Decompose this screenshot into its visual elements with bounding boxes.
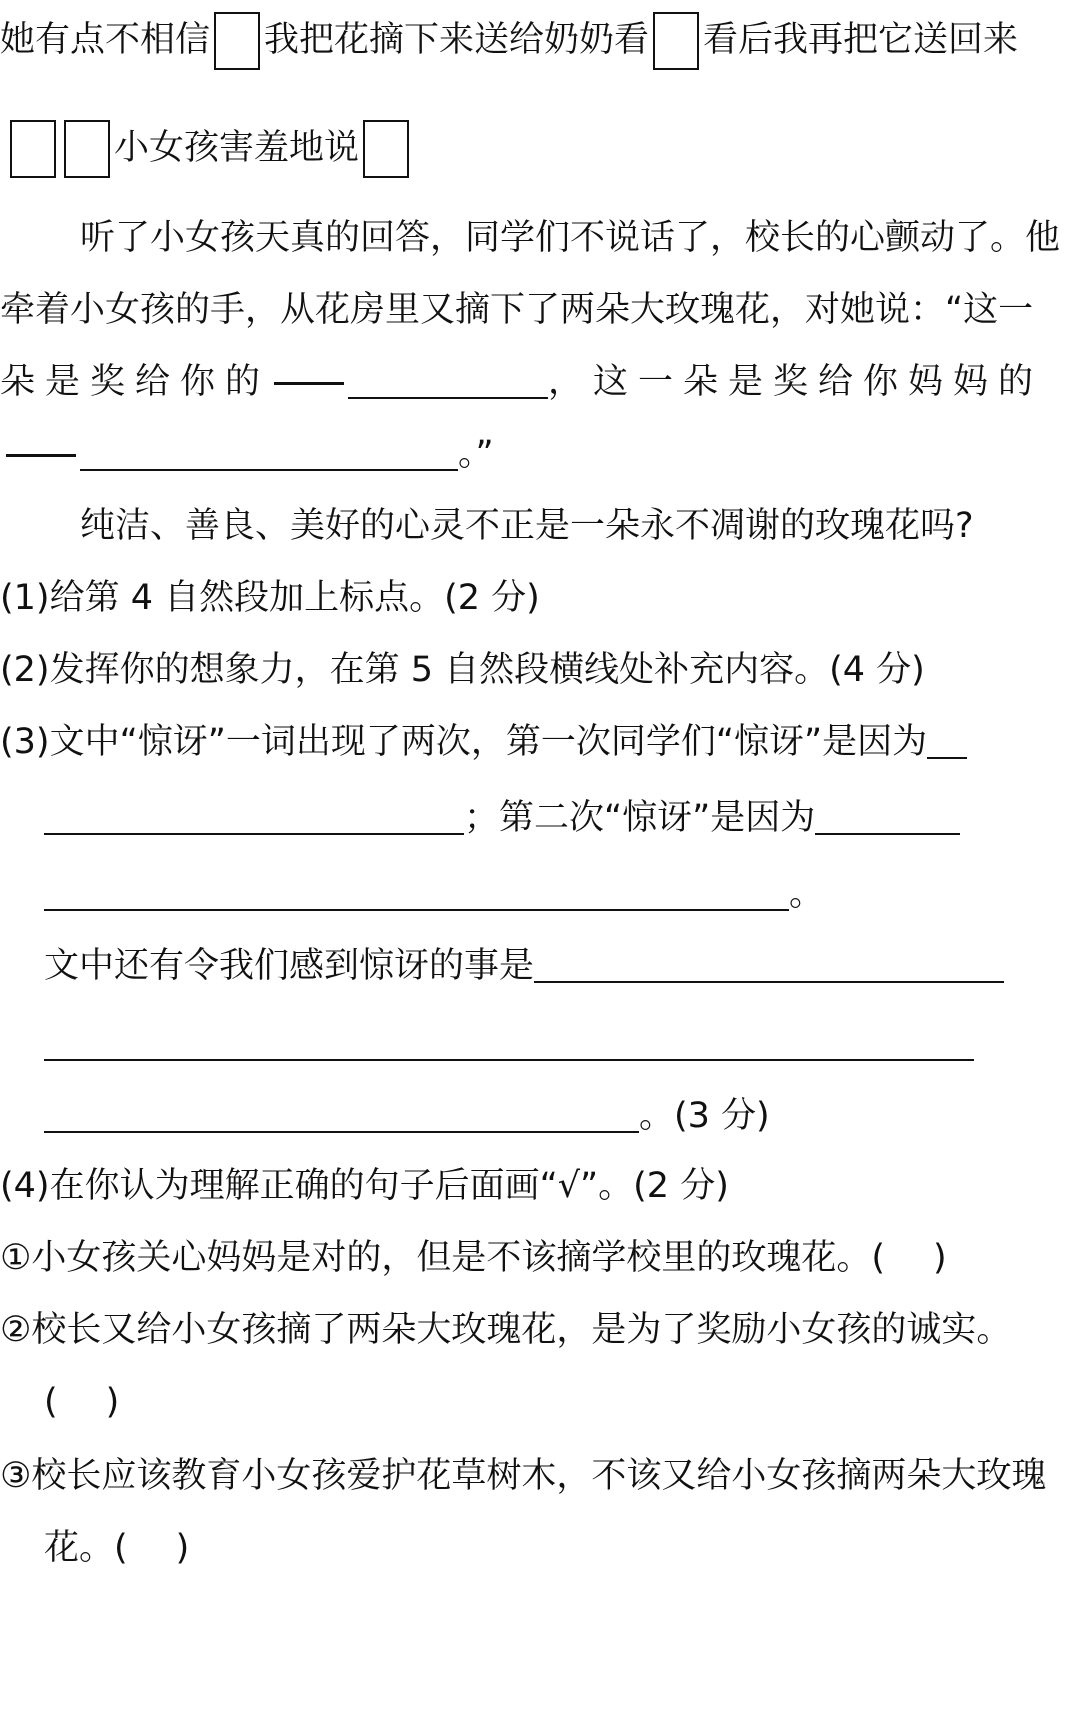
answer-blank-5[interactable] [815,803,960,835]
punctuation-box-2[interactable] [653,12,699,70]
option-1 [0,1228,1080,1288]
para6-line: 纯洁、善良、美好的心灵不正是一朵永不凋谢的玫瑰花吗? [80,506,974,546]
option-1-text: ①小女孩关心妈妈是对的，但是不该摘学校里的玫瑰花。( [0,1238,886,1278]
option-3-cont-text: 花。( [44,1528,128,1568]
question-3-line3 [44,864,1080,924]
em-dash-2 [6,454,76,457]
answer-blank-1[interactable] [348,367,548,399]
q3-text-d: 文中还有令我们感到惊讶的事是 [44,946,535,986]
para4-text-2: 我把花摘下来送给奶奶看 [264,20,650,60]
answer-blank-4[interactable] [44,803,464,835]
question-3-line5 [44,1014,1080,1074]
question-3-line2 [44,788,1080,848]
punctuation-box-5[interactable] [363,120,409,178]
q3-text-c-end: 。 [789,874,825,914]
question-3-line1 [0,712,1080,772]
punctuation-box-3[interactable] [10,120,56,178]
para4-line1 [0,10,1080,70]
answer-blank-3[interactable] [927,727,967,759]
answer-blank-8[interactable] [44,1029,974,1061]
option-2-open-paren: ( [44,1382,58,1422]
answer-blank-9[interactable] [44,1101,639,1133]
para5-line1: 听了小女孩天真的回答，同学们不说话了，校长的心颤动了。他 [80,218,1061,258]
option-2-close-paren: ) [105,1382,120,1422]
para5-line3 [0,352,1080,412]
q3-text-f-end: 。(3 分) [639,1096,770,1136]
q3-text-a: (3)文中“惊讶”一词出现了两次，第一次同学们“惊讶”是因为 [0,722,928,762]
answer-blank-7[interactable] [534,951,1004,983]
para4-text-3: 看后我再把它送回来 [703,20,1019,60]
para5-text-a: 朵是奖给你的 [0,362,271,402]
option-3-close-paren: ) [175,1528,190,1568]
para5-line4 [0,424,1080,484]
em-dash-1 [274,382,344,385]
para4-text-4: 小女孩害羞地说 [114,128,360,168]
para4-text-1: 她有点不相信 [0,20,211,60]
para5-text-b: ，这一朵是奖给你妈妈的 [548,362,1044,402]
option-3-cont [44,1518,1080,1578]
question-2: (2)发挥你的想象力，在第 5 自然段横线处补充内容。(4 分) [0,650,925,690]
para5-line2: 牵着小女孩的手，从花房里又摘下了两朵大玫瑰花，对她说：“这一 [0,290,1034,330]
option-3: ③校长应该教育小女孩爱护花草树木，不该又给小女孩摘两朵大玫瑰 [0,1456,1047,1496]
para4-line2 [0,118,1080,178]
question-3-line4 [44,936,1080,996]
answer-blank-2[interactable] [80,439,458,471]
para5-text-end: 。” [458,434,494,474]
punctuation-box-4[interactable] [64,120,110,178]
question-3-line6 [44,1086,1080,1146]
answer-blank-6[interactable] [44,879,789,911]
q3-text-b: ；第二次“惊讶”是因为 [464,798,816,838]
question-1: (1)给第 4 自然段加上标点。(2 分) [0,578,540,618]
option-2-parens [44,1372,1080,1432]
option-2: ②校长又给小女孩摘了两朵大玫瑰花，是为了奖励小女孩的诚实。 [0,1310,1012,1350]
question-4: (4)在你认为理解正确的句子后面画“√”。(2 分) [0,1166,729,1206]
option-1-close-paren: ) [933,1238,947,1278]
punctuation-box-1[interactable] [214,12,260,70]
